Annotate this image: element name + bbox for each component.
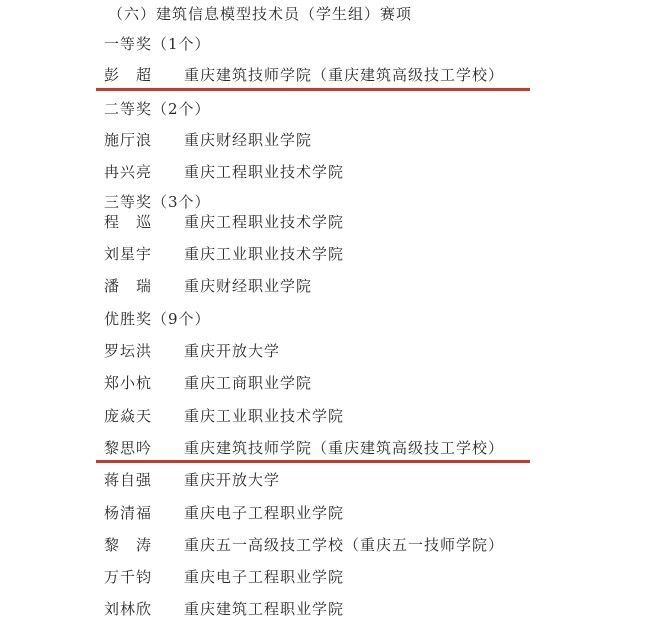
winner-school: 重庆建筑工程职业学院 bbox=[184, 600, 345, 618]
winner-name: 蒋自强 bbox=[104, 471, 153, 489]
section-title-second-prize: 二等奖（2个） bbox=[104, 100, 211, 118]
highlight-underline bbox=[96, 88, 530, 91]
winner-school: 重庆财经职业学院 bbox=[184, 277, 313, 295]
winner-school: 重庆工程职业技术学院 bbox=[184, 163, 345, 181]
winner-name: 黎 涛 bbox=[104, 536, 153, 554]
winner-name: 刘星宇 bbox=[104, 245, 153, 263]
winner-name: 庞焱天 bbox=[104, 407, 153, 425]
winner-school: 重庆电子工程职业学院 bbox=[184, 568, 345, 586]
winner-school: 重庆开放大学 bbox=[184, 471, 281, 489]
winner-school: 重庆工商职业学院 bbox=[184, 374, 313, 392]
winner-name: 万千钧 bbox=[104, 568, 153, 586]
winner-school: 重庆工程职业技术学院 bbox=[184, 213, 345, 231]
winner-name: 冉兴亮 bbox=[104, 163, 153, 181]
winner-school: 重庆开放大学 bbox=[184, 342, 281, 360]
winner-name: 黎思吟 bbox=[104, 439, 153, 457]
winner-school: 重庆财经职业学院 bbox=[184, 131, 313, 149]
winner-school: 重庆建筑技师学院（重庆建筑高级技工学校） bbox=[184, 439, 505, 457]
winner-school: 重庆五一高级技工学校（重庆五一技师学院） bbox=[184, 536, 505, 554]
winner-name: 施厅浪 bbox=[104, 131, 153, 149]
section-title-first-prize: 一等奖（1个） bbox=[104, 35, 211, 53]
winner-school: 重庆电子工程职业学院 bbox=[184, 504, 345, 522]
section-title-excellence-prize: 优胜奖（9个） bbox=[104, 310, 211, 328]
winner-name: 罗坛洪 bbox=[104, 342, 153, 360]
highlight-underline bbox=[96, 460, 530, 463]
event-heading: （六）建筑信息模型技术员（学生组）赛项 bbox=[108, 5, 413, 23]
winner-name: 郑小杭 bbox=[104, 374, 153, 392]
winner-school: 重庆建筑技师学院（重庆建筑高级技工学校） bbox=[184, 66, 505, 84]
winner-name: 杨清福 bbox=[104, 504, 153, 522]
winner-name: 彭 超 bbox=[104, 66, 153, 84]
winner-school: 重庆工业职业技术学院 bbox=[184, 245, 345, 263]
winner-name: 潘 瑞 bbox=[104, 277, 153, 295]
section-title-third-prize: 三等奖（3个） bbox=[104, 193, 211, 211]
winner-school: 重庆工业职业技术学院 bbox=[184, 407, 345, 425]
winner-name: 刘林欣 bbox=[104, 600, 153, 618]
winner-name: 程 巡 bbox=[104, 213, 153, 231]
